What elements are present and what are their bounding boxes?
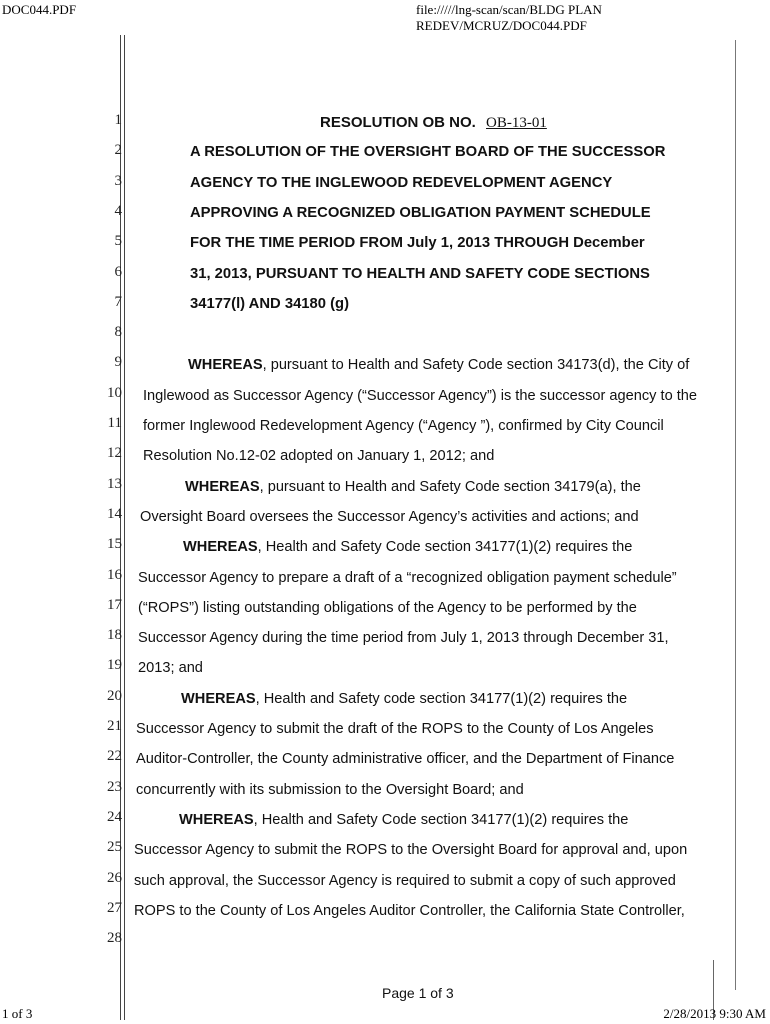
body-line bbox=[143, 388, 716, 404]
page-number-footer: Page 1 of 3 bbox=[382, 985, 454, 1001]
line-number: 18 bbox=[107, 627, 122, 644]
line-number: 14 bbox=[107, 505, 122, 522]
right-margin-rule bbox=[735, 40, 736, 990]
body-text: ROPS to the County of Los Angeles Auditor Controller, the California State Controller, bbox=[134, 902, 685, 919]
body-line bbox=[136, 721, 716, 737]
viewer-path: file://///lng-scan/scan/BLDG PLAN REDEV/MCRUZ/DOC044.PDF bbox=[416, 2, 602, 33]
line-number: 2 bbox=[114, 142, 122, 159]
viewer-page-counter: 1 of 3 bbox=[2, 1006, 33, 1021]
line-number: 16 bbox=[107, 566, 122, 583]
resolution-title bbox=[320, 114, 547, 132]
body-text: Resolution No.12-02 adopted on January 1, 2012; and bbox=[143, 448, 495, 465]
body-text: concurrently with its submission to the Oversight Board; and bbox=[136, 781, 524, 798]
body-line bbox=[138, 630, 716, 646]
heading-line: FOR THE TIME PERIOD FROM July 1, 2013 THROUGH December bbox=[190, 235, 645, 252]
body-line bbox=[134, 873, 716, 889]
body-line bbox=[138, 570, 716, 586]
line-number: 26 bbox=[107, 869, 122, 886]
line-number: 22 bbox=[107, 748, 122, 765]
line-number: 15 bbox=[107, 536, 122, 553]
line-number: 17 bbox=[107, 596, 122, 613]
body-text: Successor Agency to prepare a draft of a “recognized obligation payment schedule” bbox=[138, 569, 677, 586]
line-number: 20 bbox=[107, 687, 122, 704]
line-number: 23 bbox=[107, 778, 122, 795]
line-number: 25 bbox=[107, 839, 122, 856]
body-text: former Inglewood Redevelopment Agency (“Agency ”), confirmed by City Council bbox=[143, 418, 664, 434]
body-text: , pursuant to Health and Safety Code section 34173(d), the City of bbox=[262, 357, 690, 374]
line-number: 11 bbox=[107, 415, 122, 431]
whereas-keyword: WHEREAS bbox=[185, 478, 260, 495]
body-text: Inglewood as Successor Agency (“Successor Agency”) is the successor agency to the bbox=[143, 387, 698, 404]
resolution-title-label: RESOLUTION OB NO. bbox=[320, 114, 476, 131]
line-number: 5 bbox=[114, 233, 122, 250]
heading-line: 31, 2013, PURSUANT TO HEALTH AND SAFETY CODE SECTIONS bbox=[190, 265, 650, 282]
body-line bbox=[138, 600, 716, 616]
body-text: , Health and Safety Code section 34177(1)(2) requires the bbox=[253, 811, 629, 828]
viewer-datetime: 2/28/2013 9:30 AM bbox=[663, 1006, 766, 1021]
body-text: 2013; and bbox=[138, 660, 203, 677]
whereas-keyword: WHEREAS bbox=[181, 690, 256, 707]
body-text: , Health and Safety code section 34177(1)(2) requires the bbox=[255, 690, 628, 707]
whereas-keyword: WHEREAS bbox=[179, 811, 254, 828]
left-margin-rule-inner bbox=[124, 35, 125, 1020]
body-line bbox=[136, 751, 716, 767]
line-number: 27 bbox=[107, 899, 122, 916]
whereas-keyword: WHEREAS bbox=[188, 357, 263, 374]
body-line bbox=[138, 660, 716, 676]
line-number: 12 bbox=[107, 445, 122, 462]
body-text: Successor Agency during the time period from July 1, 2013 through December 31, bbox=[138, 630, 669, 647]
body-text: Successor Agency to submit the ROPS to the Oversight Board for approval and, upon bbox=[134, 842, 688, 859]
whereas-paragraph-start bbox=[179, 812, 716, 828]
body-line bbox=[140, 509, 716, 525]
body-line bbox=[143, 448, 716, 464]
whereas-paragraph-start bbox=[188, 357, 716, 373]
line-number: 28 bbox=[107, 930, 122, 947]
body-text: (“ROPS”) listing outstanding obligations of the Agency to be performed by the bbox=[138, 599, 637, 616]
body-text: Auditor-Controller, the County administrative officer, and the Department of Finance bbox=[136, 751, 675, 768]
body-line bbox=[143, 418, 716, 434]
line-number: 10 bbox=[107, 384, 122, 401]
line-number: 8 bbox=[114, 324, 122, 341]
whereas-paragraph-start bbox=[183, 539, 716, 555]
line-number: 21 bbox=[107, 718, 122, 734]
line-number: 7 bbox=[114, 293, 122, 310]
heading-line: A RESOLUTION OF THE OVERSIGHT BOARD OF THE SUCCESSOR bbox=[190, 144, 666, 161]
heading-line: 34177(l) AND 34180 (g) bbox=[190, 295, 349, 312]
viewer-filename: DOC044.PDF bbox=[2, 2, 77, 17]
body-line bbox=[134, 842, 716, 858]
whereas-paragraph-start bbox=[185, 479, 716, 495]
whereas-keyword: WHEREAS bbox=[183, 539, 258, 556]
line-number: 4 bbox=[114, 202, 122, 219]
body-line bbox=[134, 903, 716, 919]
body-text: Successor Agency to submit the draft of the ROPS to the County of Los Angeles bbox=[136, 721, 654, 737]
line-number: 3 bbox=[114, 172, 122, 189]
line-number: 9 bbox=[114, 354, 122, 371]
body-text: Oversight Board oversees the Successor Agency’s activities and actions; and bbox=[140, 508, 639, 525]
body-text: such approval, the Successor Agency is required to submit a copy of such approved bbox=[134, 872, 676, 889]
body-line bbox=[136, 782, 716, 798]
heading-line: AGENCY TO THE INGLEWOOD REDEVELOPMENT AGENCY bbox=[190, 174, 613, 191]
heading-line: APPROVING A RECOGNIZED OBLIGATION PAYMENT SCHEDULE bbox=[190, 204, 651, 221]
whereas-paragraph-start bbox=[181, 691, 716, 707]
body-text: , Health and Safety Code section 34177(1)(2) requires the bbox=[257, 539, 633, 556]
line-number: 24 bbox=[107, 808, 122, 825]
line-number: 19 bbox=[107, 657, 122, 674]
resolution-number: OB-13-01 bbox=[486, 115, 547, 131]
line-number: 6 bbox=[114, 263, 122, 280]
line-number: 1 bbox=[114, 112, 122, 128]
line-number: 13 bbox=[107, 475, 122, 492]
body-text: , pursuant to Health and Safety Code section 34179(a), the bbox=[259, 478, 641, 495]
